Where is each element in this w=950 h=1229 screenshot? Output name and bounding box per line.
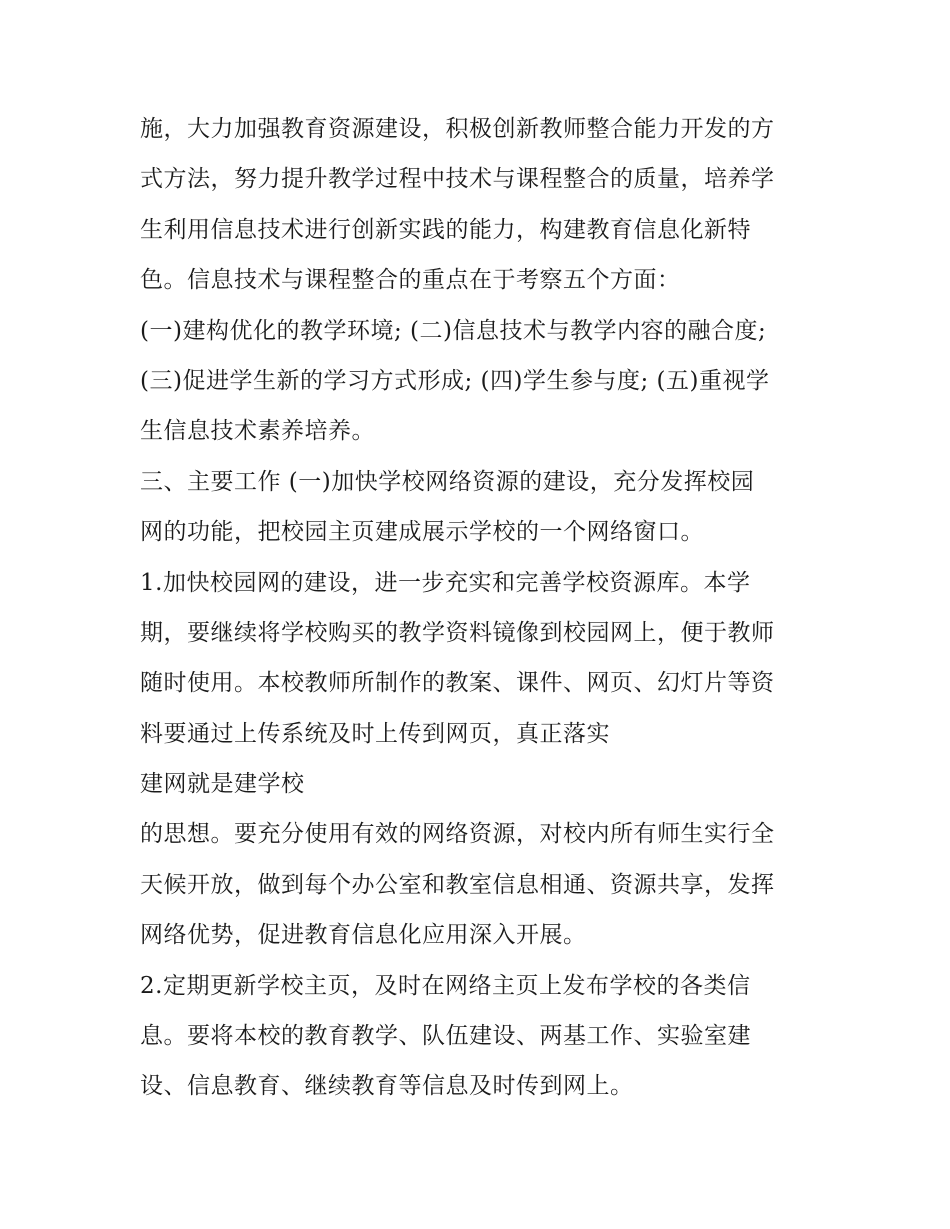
- text-line: 设、信息教育、继续教育等信息及时传到网上。: [140, 1073, 634, 1100]
- document-body: [140, 104, 820, 1112]
- text-line: 息。要将本校的教育教学、队伍建设、两基工作、实验室建: [140, 1023, 751, 1050]
- text-line: 色。信息技术与课程整合的重点在于考察五个方面：: [140, 267, 681, 294]
- text-line: (三)促进学生新的学习方式形成; (四)学生参与度; (五)重视学: [140, 367, 770, 394]
- text-line: 生利用信息技术进行创新实践的能力，构建教育信息化新特: [140, 216, 751, 243]
- text-line: 施，大力加强教育资源建设，积极创新教师整合能力开发的方: [140, 116, 775, 142]
- text-line: 建网就是建学校: [140, 771, 305, 798]
- text-line: 天候开放，做到每个办公室和教室信息相通、资源共享，发挥: [140, 871, 775, 898]
- text-line: 料要通过上传系统及时上传到网页，真正落实: [140, 720, 610, 747]
- text-line: 的思想。要充分使用有效的网络资源，对校内所有师生实行全: [140, 821, 775, 848]
- text-line: 网的功能，把校园主页建成展示学校的一个网络窗口。: [140, 519, 704, 546]
- text-line: 随时使用。本校教师所制作的教案、课件、网页、幻灯片等资: [140, 670, 775, 697]
- text-line: 网络优势，促进教育信息化应用深入开展。: [140, 922, 587, 949]
- text-line: 生信息技术素养培养。: [140, 418, 375, 445]
- text-line: (一)建构优化的教学环境; (二)信息技术与教学内容的融合度;: [140, 317, 767, 344]
- text-line: 三、主要工作 (一)加快学校网络资源的建设，充分发挥校园: [140, 468, 755, 495]
- text-line: 期，要继续将学校购买的教学资料镜像到校园网上，便于教师: [140, 619, 775, 646]
- text-line: 1.加快校园网的建设，进一步充实和完善学校资源库。本学: [140, 569, 751, 596]
- text-line: 式方法，努力提升教学过程中技术与课程整合的质量，培养学: [140, 166, 775, 193]
- text-line: 2.定期更新学校主页，及时在网络主页上发布学校的各类信: [140, 972, 751, 999]
